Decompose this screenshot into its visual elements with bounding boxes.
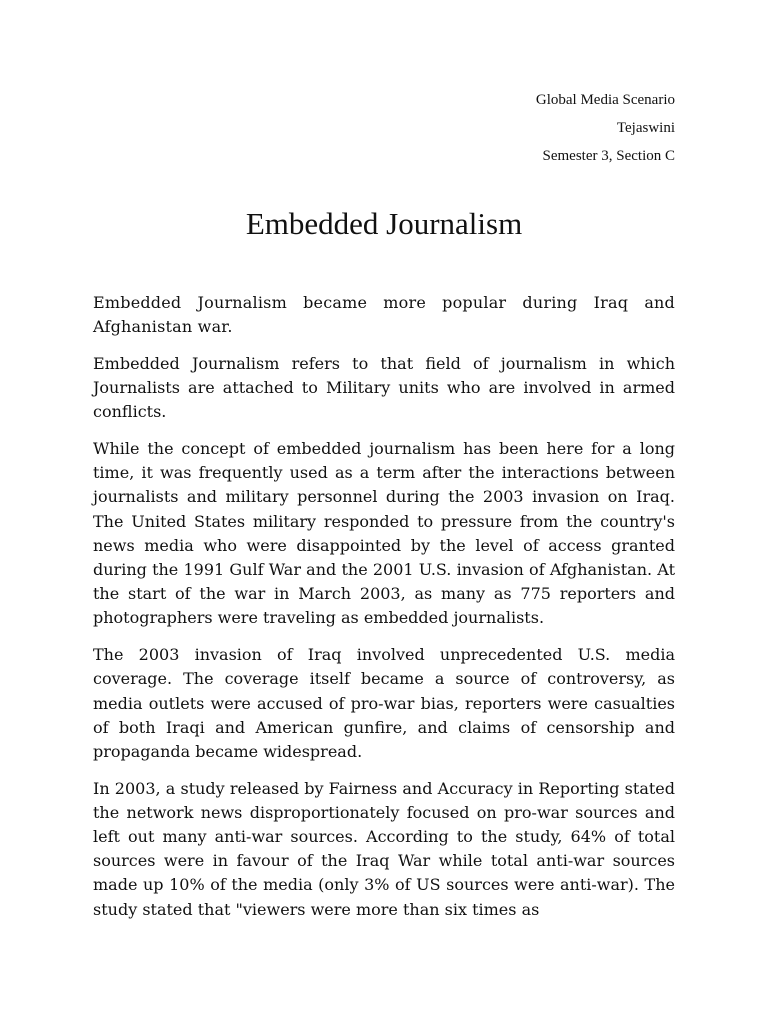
document-header xyxy=(536,86,675,170)
paragraph: Embedded Journalism became more popular during Iraq and Afghanistan war. xyxy=(93,293,675,337)
paragraph: In 2003, a study released by Fairness and Accuracy in Reporting stated the network news disproportionately focused on pro-war sources and left out many anti-war sources. According to the study, 64% of total sources were in favour of the Iraq War while total anti-war sources made up 10% of the media (only 3% of US sources were anti-war). The study stated that "viewers were more than six times as xyxy=(93,778,675,919)
document-body xyxy=(93,291,675,934)
course-name: Global Media Scenario xyxy=(535,92,675,108)
author-name: Tejaswini xyxy=(616,120,675,136)
semester-section: Semester 3, Section C xyxy=(542,148,675,164)
paragraph: The 2003 invasion of Iraq involved unprecedented U.S. media coverage. The coverage itself became a source of controversy, as media outlets were accused of pro-war bias, reporters were casualties of both Iraqi and American gunfire, and claims of censorship and propaganda became widespread. xyxy=(93,645,675,761)
paragraph: While the concept of embedded journalism has been here for a long time, it was frequently used as a term after the interactions between journalists and military personnel during the 2003 invasion on Iraq. The United States military responded to pressure from the country's news media who were disappointed by the level of access granted during the 1991 Gulf War and the 2001 U.S. invasion of Afghanistan. At the start of the war in March 2003, as many as 775 reporters and photographers were traveling as embedded journalists. xyxy=(93,439,675,628)
document-title: Embedded Journalism xyxy=(245,206,523,241)
paragraph: Embedded Journalism refers to that field of journalism in which Journalists are attached to Military units who are involved in armed conflicts. xyxy=(93,353,675,422)
